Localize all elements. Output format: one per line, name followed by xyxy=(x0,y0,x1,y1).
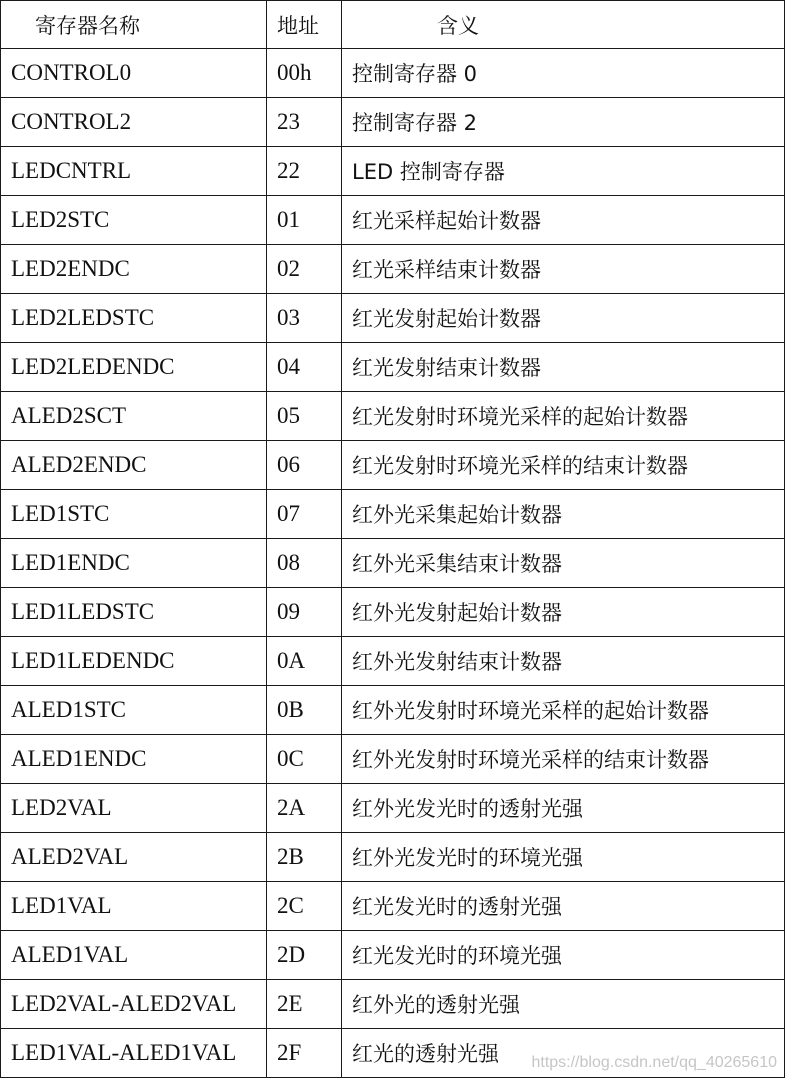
register-name-cell: LEDCNTRL xyxy=(1,147,267,196)
address-cell: 23 xyxy=(267,98,342,147)
table-header-row xyxy=(1,1,785,49)
table-row xyxy=(1,833,785,882)
address-cell: 0C xyxy=(267,735,342,784)
meaning-cell: 红光发光时的透射光强 xyxy=(342,882,785,931)
header-address: 地址 xyxy=(267,1,342,49)
table-row xyxy=(1,686,785,735)
address-cell: 08 xyxy=(267,539,342,588)
address-cell: 2B xyxy=(267,833,342,882)
address-cell: 0A xyxy=(267,637,342,686)
register-name-cell: ALED2VAL xyxy=(1,833,267,882)
address-cell: 0B xyxy=(267,686,342,735)
address-cell: 06 xyxy=(267,441,342,490)
address-cell: 00h xyxy=(267,49,342,98)
register-name-cell: LED1LEDENDC xyxy=(1,637,267,686)
meaning-cell: 红外光发射结束计数器 xyxy=(342,637,785,686)
address-cell: 22 xyxy=(267,147,342,196)
register-name-cell: LED1STC xyxy=(1,490,267,539)
meaning-cell: 红外光发光时的环境光强 xyxy=(342,833,785,882)
table-row xyxy=(1,343,785,392)
register-name-cell: LED2LEDSTC xyxy=(1,294,267,343)
register-name-cell: ALED1STC xyxy=(1,686,267,735)
register-name-cell: LED2VAL-ALED2VAL xyxy=(1,980,267,1029)
address-cell: 05 xyxy=(267,392,342,441)
table-row xyxy=(1,147,785,196)
register-name-cell: ALED2ENDC xyxy=(1,441,267,490)
table-row xyxy=(1,539,785,588)
watermark: https://blog.csdn.net/qq_40265610 xyxy=(531,1054,777,1071)
register-name-cell: ALED2SCT xyxy=(1,392,267,441)
address-cell: 02 xyxy=(267,245,342,294)
table-row xyxy=(1,196,785,245)
meaning-cell: 红光发射时环境光采样的结束计数器 xyxy=(342,441,785,490)
table-row xyxy=(1,882,785,931)
table-row xyxy=(1,294,785,343)
table-row xyxy=(1,441,785,490)
register-name-cell: LED1ENDC xyxy=(1,539,267,588)
meaning-cell: 红光发光时的环境光强 xyxy=(342,931,785,980)
register-name-cell: CONTROL0 xyxy=(1,49,267,98)
register-name-cell: CONTROL2 xyxy=(1,98,267,147)
address-cell: 07 xyxy=(267,490,342,539)
meaning-cell: 红外光的透射光强 xyxy=(342,980,785,1029)
address-cell: 04 xyxy=(267,343,342,392)
address-cell: 09 xyxy=(267,588,342,637)
address-cell: 03 xyxy=(267,294,342,343)
address-cell: 2D xyxy=(267,931,342,980)
meaning-cell: 红光采样起始计数器 xyxy=(342,196,785,245)
meaning-cell: 红外光发光时的透射光强 xyxy=(342,784,785,833)
table-row xyxy=(1,735,785,784)
address-cell: 2A xyxy=(267,784,342,833)
meaning-cell: 红光发射起始计数器 xyxy=(342,294,785,343)
register-name-cell: LED2ENDC xyxy=(1,245,267,294)
meaning-cell: 红外光发射起始计数器 xyxy=(342,588,785,637)
table-row xyxy=(1,392,785,441)
register-name-cell: LED2LEDENDC xyxy=(1,343,267,392)
meaning-cell: 红外光发射时环境光采样的起始计数器 xyxy=(342,686,785,735)
register-name-cell: LED1VAL-ALED1VAL xyxy=(1,1029,267,1078)
meaning-cell: LED 控制寄存器 xyxy=(342,147,785,196)
meaning-cell: 红光发射结束计数器 xyxy=(342,343,785,392)
table-row xyxy=(1,588,785,637)
table-row xyxy=(1,98,785,147)
meaning-cell: 红光采样结束计数器 xyxy=(342,245,785,294)
header-register-name: 寄存器名称 xyxy=(1,1,267,49)
register-name-cell: LED2STC xyxy=(1,196,267,245)
header-meaning: 含义 xyxy=(342,1,785,49)
table-body xyxy=(1,49,785,1078)
table-row xyxy=(1,637,785,686)
meaning-cell: 控制寄存器 2 xyxy=(342,98,785,147)
register-name-cell: LED2VAL xyxy=(1,784,267,833)
address-cell: 01 xyxy=(267,196,342,245)
meaning-cell: 控制寄存器 0 xyxy=(342,49,785,98)
table-row xyxy=(1,980,785,1029)
table-row xyxy=(1,490,785,539)
register-name-cell: ALED1VAL xyxy=(1,931,267,980)
address-cell: 2C xyxy=(267,882,342,931)
table-row xyxy=(1,784,785,833)
meaning-cell: 红外光采集结束计数器 xyxy=(342,539,785,588)
register-name-cell: LED1LEDSTC xyxy=(1,588,267,637)
register-name-cell: LED1VAL xyxy=(1,882,267,931)
address-cell: 2F xyxy=(267,1029,342,1078)
table-row xyxy=(1,931,785,980)
table-row xyxy=(1,245,785,294)
table-row xyxy=(1,49,785,98)
meaning-cell: 红光的透射光强 xyxy=(342,1029,785,1078)
meaning-cell: 红外光发射时环境光采样的结束计数器 xyxy=(342,735,785,784)
meaning-cell: 红外光采集起始计数器 xyxy=(342,490,785,539)
address-cell: 2E xyxy=(267,980,342,1029)
register-name-cell: ALED1ENDC xyxy=(1,735,267,784)
meaning-cell: 红光发射时环境光采样的起始计数器 xyxy=(342,392,785,441)
